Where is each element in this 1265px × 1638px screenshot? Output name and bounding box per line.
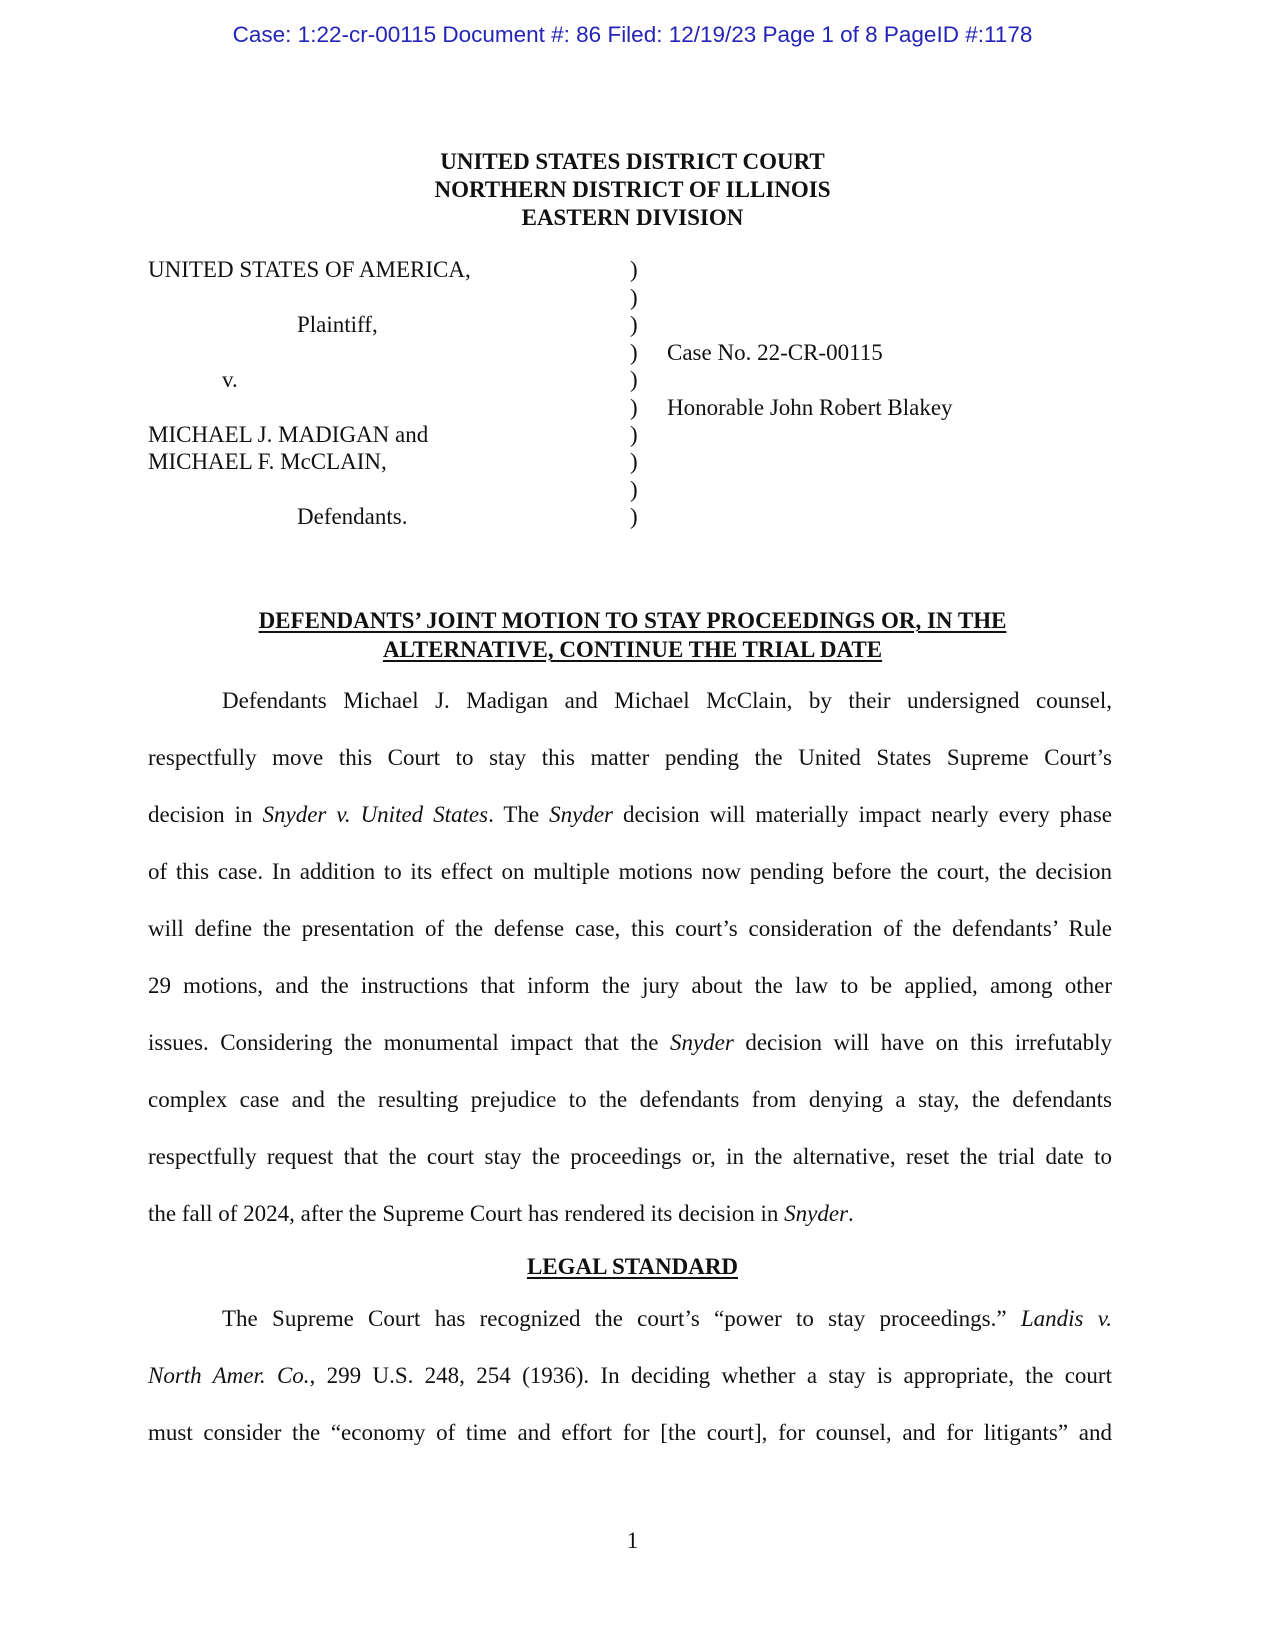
caption-paren: )	[630, 285, 638, 310]
caption-paren: )	[630, 422, 638, 447]
defendant-name-1: MICHAEL J. MADIGAN and	[148, 422, 429, 447]
text-run: , 299 U.S. 248, 254 (1936). In deciding whether a stay is appropriate, the court	[309, 1363, 1112, 1388]
defendant-role: Defendants.	[297, 504, 408, 529]
text-run: decision will materially impact nearly every phase	[613, 802, 1112, 827]
text-run: issues. Considering the monumental impact that the	[148, 1030, 670, 1055]
paragraph-line: complex case and the resulting prejudice to the defendants from denying a stay, the defendants	[148, 1087, 1112, 1112]
court-name: UNITED STATES DISTRICT COURT	[440, 149, 825, 174]
paragraph-line: must consider the “economy of time and effort for [the court], for counsel, and for litigants” and	[148, 1420, 1112, 1445]
plaintiff-name: UNITED STATES OF AMERICA,	[148, 257, 471, 282]
paragraph-line	[148, 1014, 1112, 1071]
paragraph-line: of this case. In addition to its effect on multiple motions now pending before the court, the decision	[148, 859, 1112, 884]
paragraph-line: respectfully move this Court to stay this matter pending the United States Supreme Court’s	[148, 745, 1112, 770]
case-citation: Snyder v. United States	[262, 802, 489, 827]
legal-standard-paragraph	[148, 1290, 1112, 1461]
paragraph-line: 29 motions, and the instructions that inform the jury about the law to be applied, among other	[148, 973, 1112, 998]
case-citation: Snyder	[549, 802, 614, 827]
caption-paren: )	[630, 367, 638, 392]
paragraph-line	[148, 1290, 1112, 1347]
case-caption	[0, 0, 1265, 560]
case-citation: Landis v.	[1020, 1306, 1112, 1331]
caption-paren: )	[630, 395, 638, 420]
paragraph-line	[148, 1185, 1112, 1242]
text-run: decision in	[148, 802, 263, 827]
caption-paren: )	[630, 312, 638, 337]
paragraph-line: will define the presentation of the defense case, this court’s consideration of the defendants’ Rule	[148, 916, 1112, 941]
paragraph-line: Defendants Michael J. Madigan and Michael McClain, by their undersigned counsel,	[222, 688, 1112, 713]
case-citation: North Amer. Co.	[148, 1363, 310, 1388]
text-run: decision will have on this irrefutably	[733, 1030, 1112, 1055]
court-district: NORTHERN DISTRICT OF ILLINOIS	[434, 177, 831, 202]
case-citation: Snyder	[784, 1201, 849, 1226]
court-division: EASTERN DIVISION	[521, 205, 744, 230]
text-run: the fall of 2024, after the Supreme Court has rendered its decision in	[148, 1201, 785, 1226]
paragraph-line	[148, 1347, 1112, 1404]
legal-standard-heading	[0, 1253, 1265, 1281]
caption-paren: )	[630, 449, 638, 474]
judge-name: Honorable John Robert Blakey	[667, 395, 953, 420]
intro-paragraph	[148, 672, 1112, 1242]
case-number: Case No. 22-CR-00115	[667, 340, 883, 365]
legal-standard-heading-text: LEGAL STANDARD	[526, 1254, 739, 1279]
caption-paren: )	[630, 477, 638, 502]
ecf-header: Case: 1:22-cr-00115 Document #: 86 Filed: 12/19/23 Page 1 of 8 PageID #:1178	[232, 22, 1033, 47]
plaintiff-role: Plaintiff,	[297, 312, 378, 337]
text-run: The Supreme Court has recognized the court’s “power to stay proceedings.”	[222, 1306, 1021, 1331]
paragraph-line	[148, 786, 1112, 843]
text-run: . The	[488, 802, 550, 827]
paragraph-line: respectfully request that the court stay the proceedings or, in the alternative, reset the trial date to	[148, 1144, 1112, 1169]
motion-title	[0, 606, 1265, 664]
caption-paren: )	[630, 504, 638, 529]
versus: v.	[222, 367, 238, 392]
caption-paren: )	[630, 340, 638, 365]
text-run: .	[848, 1201, 854, 1226]
motion-title-line-1: DEFENDANTS’ JOINT MOTION TO STAY PROCEEDINGS OR, IN THE	[258, 608, 1007, 633]
defendant-name-2: MICHAEL F. McCLAIN,	[148, 449, 387, 474]
page-number: 1	[626, 1528, 639, 1553]
case-citation: Snyder	[669, 1030, 734, 1055]
motion-title-line-2: ALTERNATIVE, CONTINUE THE TRIAL DATE	[382, 637, 883, 662]
caption-paren: )	[630, 257, 638, 282]
